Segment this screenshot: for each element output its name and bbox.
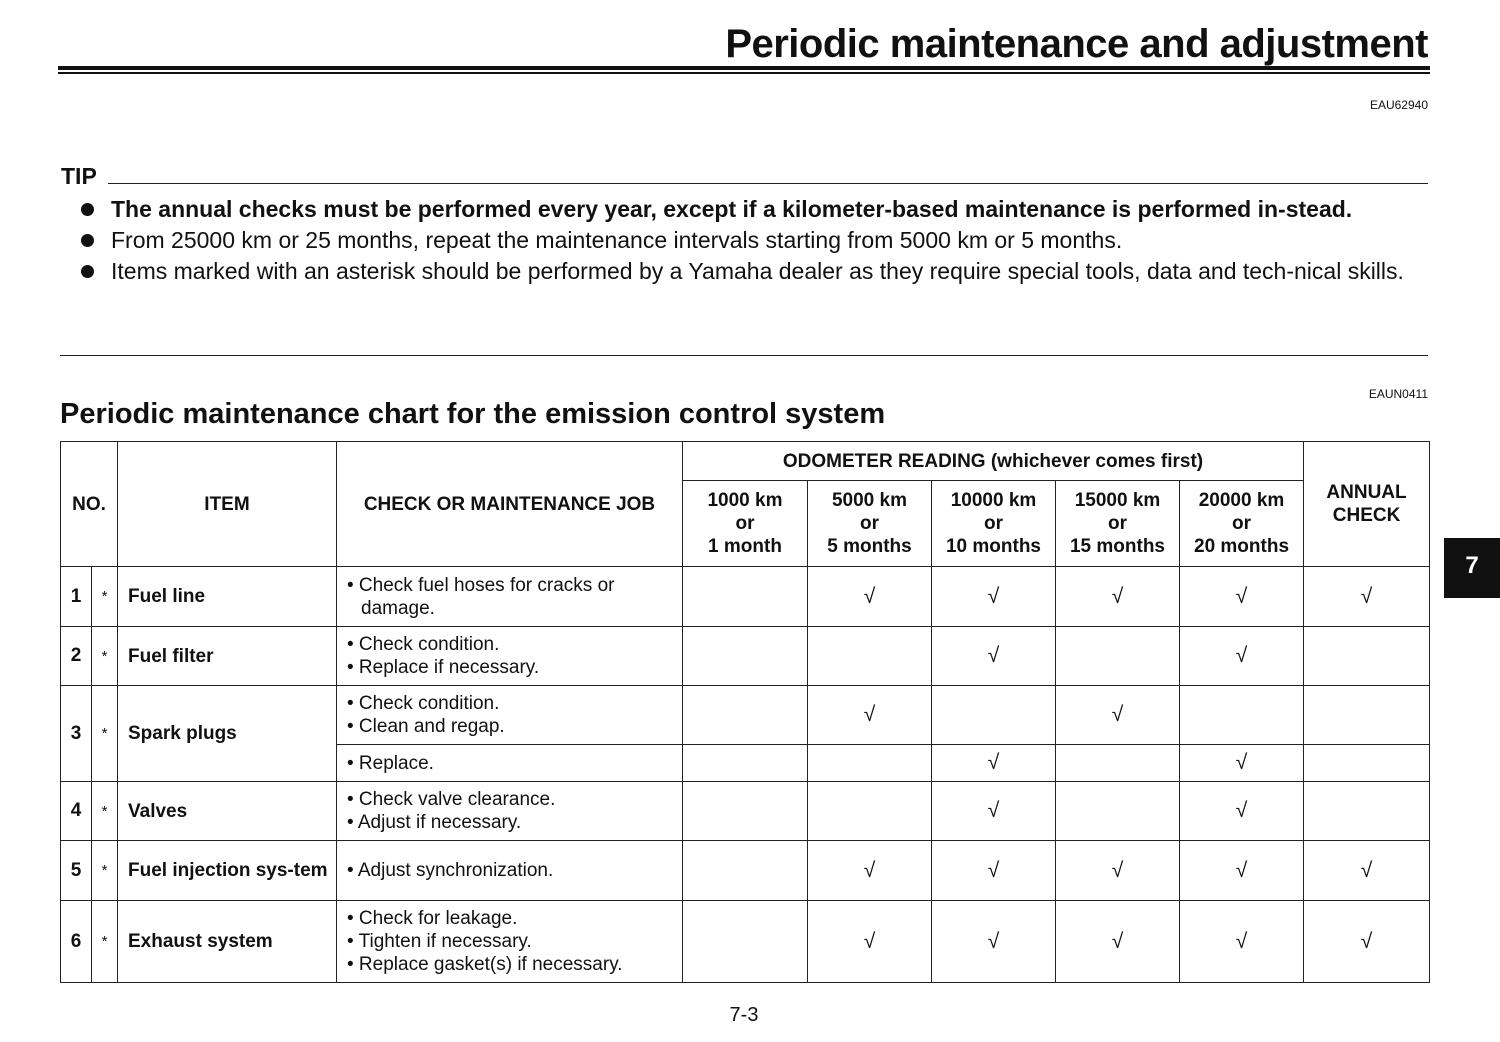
empty-cell bbox=[808, 627, 932, 686]
tip-list bbox=[80, 194, 1428, 287]
chart-title: Periodic maintenance chart for the emission control system bbox=[60, 398, 886, 430]
tip-text: Items marked with an asterisk should be performed by a Yamaha dealer as they require special tools, data and tech-nical skills. bbox=[111, 258, 1404, 284]
empty-cell bbox=[1304, 627, 1430, 686]
header-interval bbox=[808, 481, 932, 567]
header-odometer: ODOMETER READING (whichever comes first) bbox=[683, 442, 1304, 481]
job-line: damage. bbox=[361, 597, 435, 619]
header-no: NO. bbox=[61, 442, 118, 567]
job-line: • Check condition. bbox=[347, 693, 500, 714]
check-mark-icon: √ bbox=[932, 901, 1056, 983]
check-mark-icon: √ bbox=[808, 567, 932, 627]
header-interval-line: 10 months bbox=[945, 536, 1042, 557]
job-line: • Adjust if necessary. bbox=[347, 812, 522, 833]
section-tab: 7 bbox=[1444, 538, 1500, 598]
check-mark-icon: √ bbox=[932, 567, 1056, 627]
item-name: Exhaust system bbox=[118, 901, 337, 983]
asterisk-mark: * bbox=[92, 901, 118, 983]
header-interval-line: 15000 km bbox=[1074, 490, 1161, 511]
empty-cell bbox=[808, 745, 932, 782]
job-description bbox=[337, 745, 683, 782]
bullet-icon bbox=[81, 234, 94, 247]
header-job: CHECK OR MAINTENANCE JOB bbox=[337, 442, 683, 567]
header-annual-line: CHECK bbox=[1332, 505, 1401, 526]
check-mark-icon: √ bbox=[1056, 567, 1180, 627]
header-interval-line: 10000 km bbox=[950, 490, 1037, 511]
check-mark-icon: √ bbox=[932, 841, 1056, 901]
item-name: Fuel injection sys-tem bbox=[118, 841, 337, 901]
title-rule-thin bbox=[58, 72, 1430, 74]
header-interval-line: 5 months bbox=[827, 536, 912, 557]
table-row bbox=[61, 901, 1430, 983]
bullet-icon bbox=[81, 265, 94, 278]
table-row bbox=[61, 841, 1430, 901]
check-mark-icon: √ bbox=[932, 745, 1056, 782]
empty-cell bbox=[1304, 782, 1430, 841]
check-mark-icon: √ bbox=[1304, 901, 1430, 983]
table-row bbox=[61, 782, 1430, 841]
empty-cell bbox=[1180, 686, 1304, 745]
check-mark-icon: √ bbox=[1180, 567, 1304, 627]
job-line: • Clean and regap. bbox=[347, 716, 505, 737]
maintenance-table bbox=[60, 441, 1430, 983]
empty-cell bbox=[1304, 745, 1430, 782]
check-mark-icon: √ bbox=[1056, 686, 1180, 745]
job-line: • Replace. bbox=[347, 752, 434, 774]
asterisk-mark: * bbox=[92, 841, 118, 901]
header-interval-line: 15 months bbox=[1069, 536, 1166, 557]
job-description bbox=[337, 627, 683, 686]
header-annual-line: ANNUAL bbox=[1326, 482, 1407, 503]
job-line: • Adjust synchronization. bbox=[347, 860, 554, 881]
header-interval bbox=[1056, 481, 1180, 567]
check-mark-icon: √ bbox=[808, 841, 932, 901]
header-interval bbox=[932, 481, 1056, 567]
check-mark-icon: √ bbox=[1304, 841, 1430, 901]
table-row bbox=[61, 567, 1430, 627]
empty-cell bbox=[808, 782, 932, 841]
check-mark-icon: √ bbox=[932, 627, 1056, 686]
header-item: ITEM bbox=[118, 442, 337, 567]
job-description bbox=[337, 841, 683, 901]
table-row bbox=[61, 686, 1430, 745]
header-interval-line: or bbox=[1108, 513, 1127, 534]
header-interval-line: 20000 km bbox=[1198, 490, 1285, 511]
check-mark-icon: √ bbox=[932, 782, 1056, 841]
title-rule-thick bbox=[58, 66, 1430, 70]
check-mark-icon: √ bbox=[808, 686, 932, 745]
job-description bbox=[337, 686, 683, 745]
row-number: 2 bbox=[61, 627, 92, 686]
tip-top-rule bbox=[108, 183, 1428, 184]
row-number: 1 bbox=[61, 567, 92, 627]
empty-cell bbox=[683, 782, 808, 841]
job-line: • Replace if necessary. bbox=[347, 657, 540, 678]
empty-cell bbox=[683, 686, 808, 745]
job-description bbox=[337, 782, 683, 841]
tip-text: The annual checks must be performed every year, except if a kilometer-based maintenance is performed in-stead. bbox=[111, 196, 1353, 222]
job-line: • Check valve clearance. bbox=[347, 789, 556, 810]
table-row bbox=[61, 627, 1430, 686]
header-interval-line: 1000 km bbox=[707, 490, 783, 511]
item-name: Fuel filter bbox=[118, 627, 337, 686]
check-mark-icon: √ bbox=[1180, 901, 1304, 983]
empty-cell bbox=[683, 841, 808, 901]
tip-bottom-rule bbox=[60, 355, 1428, 356]
tip-item bbox=[80, 225, 1428, 256]
asterisk-mark: * bbox=[92, 627, 118, 686]
header-interval bbox=[1180, 481, 1304, 567]
job-line: • Check condition. bbox=[347, 634, 500, 655]
job-line: • Check for leakage. bbox=[347, 908, 518, 929]
empty-cell bbox=[932, 686, 1056, 745]
empty-cell bbox=[683, 901, 808, 983]
tip-item bbox=[80, 194, 1428, 225]
bullet-icon bbox=[81, 203, 94, 216]
asterisk-mark: * bbox=[92, 686, 118, 782]
check-mark-icon: √ bbox=[808, 901, 932, 983]
header-annual bbox=[1304, 442, 1430, 567]
job-line: • Check fuel hoses for cracks or bbox=[347, 574, 615, 596]
page-number: 7-3 bbox=[729, 1004, 759, 1026]
tip-text: From 25000 km or 25 months, repeat the maintenance intervals starting from 5000 km or 5 months. bbox=[111, 227, 1123, 253]
document-code-top: EAU62940 bbox=[1369, 98, 1428, 112]
empty-cell bbox=[1056, 745, 1180, 782]
empty-cell bbox=[683, 627, 808, 686]
document-code-chart: EAUN0411 bbox=[1368, 387, 1428, 401]
job-description bbox=[337, 567, 683, 627]
check-mark-icon: √ bbox=[1056, 841, 1180, 901]
page-title: Periodic maintenance and adjustment bbox=[725, 22, 1428, 66]
row-number: 3 bbox=[61, 686, 92, 782]
check-mark-icon: √ bbox=[1180, 841, 1304, 901]
check-mark-icon: √ bbox=[1180, 745, 1304, 782]
row-number: 5 bbox=[61, 841, 92, 901]
empty-cell bbox=[683, 567, 808, 627]
item-name: Spark plugs bbox=[118, 686, 337, 782]
header-interval-line: or bbox=[735, 513, 755, 534]
check-mark-icon: √ bbox=[1056, 901, 1180, 983]
row-number: 6 bbox=[61, 901, 92, 983]
empty-cell bbox=[1056, 782, 1180, 841]
asterisk-mark: * bbox=[92, 567, 118, 627]
job-line: • Tighten if necessary. bbox=[347, 931, 532, 952]
header-interval bbox=[683, 481, 808, 567]
empty-cell bbox=[1304, 686, 1430, 745]
item-name: Valves bbox=[118, 782, 337, 841]
header-interval-line: 1 month bbox=[708, 536, 782, 557]
check-mark-icon: √ bbox=[1180, 782, 1304, 841]
check-mark-icon: √ bbox=[1180, 627, 1304, 686]
header-interval-line: or bbox=[984, 513, 1003, 534]
header-interval-line: or bbox=[860, 513, 879, 534]
tip-item bbox=[80, 256, 1428, 287]
check-mark-icon: √ bbox=[1304, 567, 1430, 627]
empty-cell bbox=[1056, 627, 1180, 686]
row-number: 4 bbox=[61, 782, 92, 841]
job-line: • Replace gasket(s) if necessary. bbox=[347, 954, 623, 975]
asterisk-mark: * bbox=[92, 782, 118, 841]
item-name: Fuel line bbox=[118, 567, 337, 627]
tip-label: TIP bbox=[61, 163, 97, 189]
job-description bbox=[337, 901, 683, 983]
header-interval-line: 20 months bbox=[1194, 536, 1290, 557]
empty-cell bbox=[683, 745, 808, 782]
header-interval-line: or bbox=[1232, 513, 1252, 534]
header-interval-line: 5000 km bbox=[831, 490, 907, 511]
